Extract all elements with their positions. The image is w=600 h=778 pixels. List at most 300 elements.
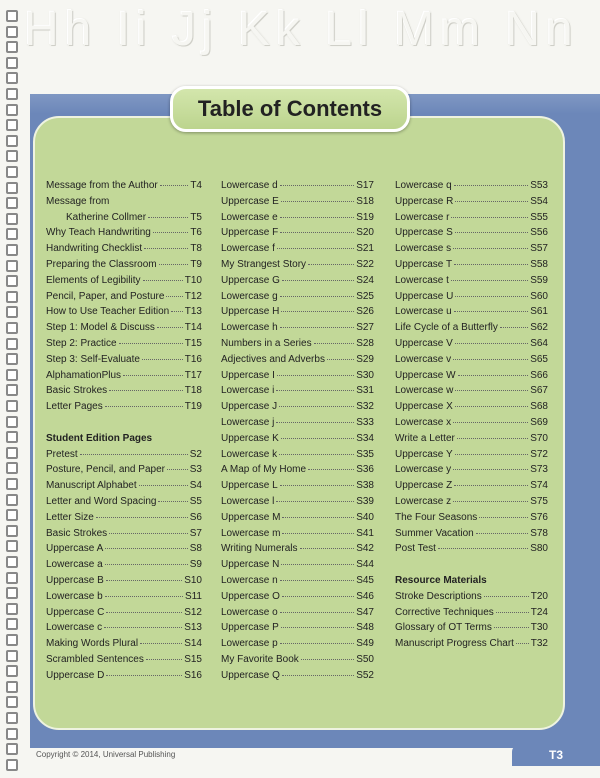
dot-leader — [279, 406, 354, 407]
dot-leader — [496, 612, 529, 613]
toc-entry-page: S10 — [184, 574, 202, 586]
toc-entry-page: S64 — [530, 337, 548, 349]
toc-entry — [395, 510, 548, 526]
toc-entry — [221, 462, 374, 478]
dot-leader — [160, 185, 189, 186]
toc-entry-title: Posture, Pencil, and Paper — [46, 464, 165, 476]
page-number-tab — [512, 744, 600, 766]
toc-entry-title: Letter Size — [46, 511, 94, 523]
dot-leader — [277, 248, 354, 249]
spiral-ring — [6, 431, 18, 443]
toc-entry-title: Step 2: Practice — [46, 337, 117, 349]
dot-leader — [327, 359, 354, 360]
toc-entry-page: S48 — [356, 622, 374, 634]
toc-entry — [395, 304, 548, 320]
toc-entry — [221, 494, 374, 510]
toc-entry — [46, 225, 202, 241]
spiral-binding — [0, 0, 30, 778]
toc-entry-title: Basic Strokes — [46, 527, 108, 539]
toc-entry-title: Lowercase t — [395, 274, 449, 286]
toc-entry-page: T30 — [530, 622, 548, 634]
toc-entry-page: T4 — [190, 180, 202, 191]
dot-leader — [454, 185, 529, 186]
toc-entry-title: Write a Letter — [395, 432, 455, 444]
toc-entry — [395, 636, 548, 652]
toc-entry — [395, 178, 548, 194]
dot-leader — [308, 264, 354, 265]
toc-entry-page: T6 — [190, 227, 202, 239]
toc-entry — [221, 304, 374, 320]
spiral-ring — [6, 150, 18, 162]
toc-entry-title: Lowercase u — [395, 306, 452, 318]
dot-leader — [476, 533, 528, 534]
toc-entry-page: S47 — [356, 606, 374, 618]
dot-leader — [281, 627, 354, 628]
toc-entry — [221, 431, 374, 447]
toc-entry-page: S17 — [356, 180, 374, 191]
dot-leader — [106, 612, 182, 613]
toc-entry-page: T16 — [184, 353, 202, 365]
toc-entry — [395, 620, 548, 636]
toc-entry-title: Uppercase X — [395, 401, 453, 413]
toc-entry — [46, 510, 202, 526]
spiral-ring — [6, 728, 18, 740]
toc-entry-page: S49 — [356, 638, 374, 650]
toc-entry-title: Lowercase z — [395, 495, 452, 507]
toc-entry — [395, 289, 548, 305]
toc-entry-page: S12 — [184, 606, 202, 618]
dot-leader — [453, 359, 528, 360]
toc-entry-title: Uppercase W — [395, 369, 456, 381]
toc-entry-page: T17 — [184, 369, 202, 381]
toc-entry-title: Lowercase m — [221, 527, 281, 539]
toc-entry-page: S54 — [530, 195, 548, 207]
section-heading: Resource Materials — [395, 574, 487, 586]
toc-entry-page: S30 — [356, 369, 374, 381]
dot-leader — [153, 232, 188, 233]
toc-entry-title: Lowercase f — [221, 243, 275, 255]
toc-entry-page: S72 — [530, 448, 548, 460]
toc-entry-page: S6 — [189, 511, 202, 523]
toc-entry-title: Lowercase d — [221, 180, 278, 191]
toc-entry-title: Lowercase j — [221, 416, 275, 428]
dot-leader — [281, 311, 354, 312]
toc-entry — [221, 257, 374, 273]
toc-entry — [395, 541, 548, 557]
dot-leader — [123, 375, 183, 376]
toc-entry — [46, 526, 202, 542]
toc-entry-page: T15 — [184, 337, 202, 349]
dot-leader — [455, 390, 528, 391]
dot-leader — [282, 675, 354, 676]
toc-entry-title: Lowercase y — [395, 464, 452, 476]
toc-entry-page: S19 — [356, 211, 374, 223]
toc-entry — [395, 383, 548, 399]
toc-column-3 — [395, 178, 548, 652]
toc-entry-page: S32 — [356, 401, 374, 413]
spiral-ring — [6, 166, 18, 178]
toc-entry — [46, 352, 202, 368]
dot-leader — [80, 454, 188, 455]
toc-entry-page: S38 — [356, 480, 374, 492]
spiral-ring — [6, 462, 18, 474]
toc-entry — [221, 194, 374, 210]
toc-entry-title: Lowercase q — [395, 180, 452, 191]
toc-entry — [46, 620, 202, 636]
toc-entry-page: T19 — [184, 401, 202, 413]
dot-leader — [455, 296, 528, 297]
dot-leader — [144, 248, 188, 249]
dot-leader — [453, 248, 528, 249]
toc-entry-title: Message from — [46, 195, 110, 207]
toc-entry-title: Uppercase V — [395, 337, 453, 349]
toc-entry-title: Summer Vacation — [395, 527, 474, 539]
toc-entry-title: Uppercase U — [395, 290, 454, 302]
toc-entry-title: Uppercase Y — [395, 448, 453, 460]
toc-entry — [221, 573, 374, 589]
spiral-ring — [6, 182, 18, 194]
toc-entry-title: Manuscript Alphabet — [46, 480, 137, 492]
toc-entry — [221, 605, 374, 621]
toc-entry-page: S42 — [356, 543, 374, 555]
toc-entry-title: Uppercase R — [395, 195, 454, 207]
toc-entry-page: S8 — [189, 543, 202, 555]
toc-entry — [221, 557, 374, 573]
toc-entry-title: Uppercase A — [46, 543, 104, 555]
toc-entry-title: How to Use Teacher Edition — [46, 306, 170, 318]
toc-entry-page: S66 — [530, 369, 548, 381]
toc-entry-title: Step 1: Model & Discuss — [46, 322, 155, 334]
spiral-ring — [6, 618, 18, 630]
dot-leader — [455, 201, 528, 202]
toc-entry-page: S31 — [356, 385, 374, 397]
toc-entry — [221, 320, 374, 336]
toc-entry-page: T20 — [530, 590, 548, 602]
toc-entry-page: S33 — [356, 416, 374, 428]
dot-leader — [457, 438, 528, 439]
toc-entry-title: Uppercase T — [395, 258, 453, 270]
dot-leader — [96, 517, 188, 518]
spiral-ring — [6, 712, 18, 724]
toc-entry — [46, 589, 202, 605]
spiral-ring — [6, 260, 18, 272]
toc-entry — [395, 257, 548, 273]
toc-entry-title: Making Words Plural — [46, 638, 139, 650]
toc-entry — [46, 273, 202, 289]
spiral-ring — [6, 509, 18, 521]
dot-leader — [148, 217, 188, 218]
toc-entry-page: S13 — [184, 622, 202, 634]
dot-leader — [280, 612, 355, 613]
toc-entry — [46, 320, 202, 336]
toc-entry — [395, 462, 548, 478]
toc-entry-page: S25 — [356, 290, 374, 302]
toc-entry — [395, 415, 548, 431]
copyright-notice: Copyright © 2014, Universal Publishing — [36, 750, 176, 759]
toc-entry-page: S36 — [356, 464, 374, 476]
dot-leader — [300, 548, 355, 549]
toc-entry-title: Lowercase g — [221, 290, 278, 302]
toc-entry-page: T24 — [530, 606, 548, 618]
toc-entry-page: S18 — [356, 195, 374, 207]
dot-leader — [453, 422, 528, 423]
dot-leader — [167, 469, 188, 470]
toc-entry-title: AlphamationPlus — [46, 369, 122, 381]
toc-entry — [221, 510, 374, 526]
dot-leader — [458, 375, 529, 376]
toc-entry-title: Letter Pages — [46, 401, 103, 413]
spiral-ring — [6, 400, 18, 412]
toc-entry — [395, 431, 548, 447]
toc-entry-page: S57 — [530, 243, 548, 255]
toc-entry — [395, 241, 548, 257]
toc-entry — [221, 273, 374, 289]
toc-entry-page: S78 — [530, 527, 548, 539]
toc-entry-title: Step 3: Self-Evaluate — [46, 353, 140, 365]
spiral-ring — [6, 603, 18, 615]
toc-entry-title: Lowercase n — [221, 574, 278, 586]
toc-entry-page: T10 — [184, 274, 202, 286]
toc-entry — [395, 210, 548, 226]
toc-entry-page: S61 — [530, 306, 548, 318]
toc-entry-page: S26 — [356, 306, 374, 318]
toc-entry-title: Manuscript Progress Chart — [395, 638, 514, 650]
toc-entry-title: Adjectives and Adverbs — [221, 353, 325, 365]
toc-entry-page: S14 — [184, 638, 202, 650]
toc-entry-title: Glossary of OT Terms — [395, 622, 492, 634]
toc-entry-title: Writing Numerals — [221, 543, 298, 555]
toc-entry-title: Lowercase v — [395, 353, 452, 365]
toc-entry — [395, 336, 548, 352]
dot-leader — [105, 548, 188, 549]
toc-entry — [46, 652, 202, 668]
toc-entry-title: Uppercase Z — [395, 480, 453, 492]
page-number: T3 — [548, 748, 563, 762]
spiral-ring — [6, 228, 18, 240]
toc-entry-page: S68 — [530, 401, 548, 413]
spiral-ring — [6, 416, 18, 428]
toc-entry-title: Lowercase i — [221, 385, 275, 397]
toc-entry-title: My Favorite Book — [221, 653, 299, 665]
toc-entry-page: S60 — [530, 290, 548, 302]
dot-leader — [146, 659, 182, 660]
dot-leader — [516, 643, 529, 644]
dot-leader — [157, 327, 183, 328]
spiral-ring — [6, 556, 18, 568]
toc-entry-title: Uppercase E — [221, 195, 279, 207]
toc-entry-title: Life Cycle of a Butterfly — [395, 322, 498, 334]
spiral-ring — [6, 650, 18, 662]
spiral-ring — [6, 119, 18, 131]
dot-leader — [451, 280, 528, 281]
dot-leader — [438, 548, 528, 549]
toc-entry-page: S41 — [356, 527, 374, 539]
spiral-ring — [6, 759, 18, 771]
dot-leader — [479, 517, 528, 518]
section-spacer — [46, 415, 202, 431]
toc-entry-title: Lowercase s — [395, 243, 452, 255]
spiral-ring — [6, 291, 18, 303]
spiral-ring — [6, 696, 18, 708]
toc-entry-title: Uppercase P — [221, 622, 279, 634]
toc-entry-title: Uppercase K — [221, 432, 279, 444]
toc-entry — [46, 636, 202, 652]
dot-leader — [109, 533, 188, 534]
toc-entry-title: Message from the Author — [46, 180, 158, 191]
toc-entry-page: S21 — [356, 243, 374, 255]
spiral-ring — [6, 57, 18, 69]
dot-leader — [281, 564, 354, 565]
dot-leader — [484, 596, 529, 597]
toc-entry-page: S9 — [189, 559, 202, 571]
toc-entry-title: Lowercase x — [395, 416, 452, 428]
toc-entry-title: Lowercase l — [221, 495, 275, 507]
dot-leader — [106, 580, 182, 581]
toc-entry-title: Scrambled Sentences — [46, 653, 144, 665]
dot-leader — [280, 217, 355, 218]
toc-entry-page: S24 — [356, 274, 374, 286]
dot-leader — [281, 438, 354, 439]
toc-entry-page: T13 — [184, 306, 202, 318]
dot-leader — [105, 406, 183, 407]
toc-entry-page: S59 — [530, 274, 548, 286]
toc-entry-page: S45 — [356, 574, 374, 586]
toc-entry — [46, 541, 202, 557]
spiral-ring — [6, 587, 18, 599]
dot-leader — [454, 485, 528, 486]
toc-entry-page: S53 — [530, 180, 548, 191]
dot-leader — [104, 627, 182, 628]
toc-entry-title: Elements of Legibility — [46, 274, 141, 286]
toc-entry-page: S44 — [356, 559, 374, 571]
toc-entry-page: T8 — [190, 243, 202, 255]
toc-entry — [46, 194, 202, 210]
dot-leader — [455, 343, 528, 344]
toc-entry-title: Uppercase D — [46, 669, 105, 681]
toc-entry-page: S62 — [530, 322, 548, 334]
toc-entry-page: S80 — [530, 543, 548, 555]
toc-entry-page: S34 — [356, 432, 374, 444]
dot-leader — [280, 327, 355, 328]
toc-entry — [395, 352, 548, 368]
toc-entry-title: The Four Seasons — [395, 511, 478, 523]
toc-entry-title: Lowercase e — [221, 211, 278, 223]
toc-entry — [46, 478, 202, 494]
dot-leader — [455, 454, 529, 455]
dot-leader — [119, 343, 183, 344]
toc-entry — [46, 241, 202, 257]
toc-entry-page: S67 — [530, 385, 548, 397]
spiral-ring — [6, 384, 18, 396]
toc-entry-title: Letter and Word Spacing — [46, 495, 157, 507]
alphabet-trace-banner: Hh Ii Jj Kk Ll Mm Nn — [24, 3, 579, 56]
toc-entry-title: Preparing the Classroom — [46, 258, 157, 270]
dot-leader — [453, 469, 528, 470]
spiral-ring — [6, 213, 18, 225]
toc-entry — [46, 462, 202, 478]
toc-entry-page: S40 — [356, 511, 374, 523]
toc-entry-page: S69 — [530, 416, 548, 428]
dot-leader — [314, 343, 355, 344]
toc-entry — [221, 636, 374, 652]
toc-entry-page: S65 — [530, 353, 548, 365]
dot-leader — [494, 627, 529, 628]
toc-entry-title: Lowercase p — [221, 638, 278, 650]
spiral-ring — [6, 369, 18, 381]
toc-entry-title: Stroke Descriptions — [395, 590, 482, 602]
toc-entry — [395, 478, 548, 494]
toc-entry — [221, 415, 374, 431]
dot-leader — [105, 564, 188, 565]
toc-entry-page: S70 — [530, 432, 548, 444]
toc-entry-page: S11 — [184, 590, 202, 602]
toc-column-2 — [221, 178, 374, 684]
spiral-ring — [6, 478, 18, 490]
spiral-ring — [6, 197, 18, 209]
dot-leader — [105, 596, 183, 597]
dot-leader — [280, 580, 355, 581]
page-title: Table of Contents — [170, 86, 410, 132]
toc-entry-title: Uppercase Q — [221, 669, 280, 681]
toc-entry-title: Lowercase r — [395, 211, 450, 223]
toc-entry-page: T18 — [184, 385, 202, 397]
dot-leader — [454, 311, 529, 312]
toc-entry — [395, 368, 548, 384]
toc-entry-title: A Map of My Home — [221, 464, 307, 476]
toc-entry-page: S73 — [530, 464, 548, 476]
toc-entry-page: S27 — [356, 322, 374, 334]
toc-entry-page: S35 — [356, 448, 374, 460]
toc-entry — [395, 605, 548, 621]
toc-entry — [221, 541, 374, 557]
toc-entry — [221, 526, 374, 542]
dot-leader — [276, 501, 354, 502]
spiral-ring — [6, 244, 18, 256]
toc-entry — [221, 210, 374, 226]
toc-entry-title: Uppercase L — [221, 480, 278, 492]
dot-leader — [282, 280, 354, 281]
toc-entry-title: Uppercase J — [221, 401, 278, 413]
toc-entry-title: Lowercase c — [46, 622, 103, 634]
toc-entry-page: S29 — [356, 353, 374, 365]
toc-entry — [221, 241, 374, 257]
toc-entry — [46, 368, 202, 384]
spiral-ring — [6, 743, 18, 755]
toc-entry — [46, 605, 202, 621]
toc-entry — [395, 399, 548, 415]
spiral-ring — [6, 88, 18, 100]
dot-leader — [451, 217, 528, 218]
toc-entry-title: Uppercase H — [221, 306, 280, 318]
toc-entry-title: Uppercase O — [221, 590, 280, 602]
toc-entry-title: Katherine Collmer — [66, 211, 147, 223]
section-spacer — [395, 557, 548, 573]
dot-leader — [171, 311, 183, 312]
spiral-ring — [6, 338, 18, 350]
spiral-ring — [6, 525, 18, 537]
spiral-ring — [6, 322, 18, 334]
toc-entry-page: S15 — [184, 653, 202, 665]
toc-entry-page: T32 — [530, 638, 548, 650]
toc-entry-page: S55 — [530, 211, 548, 223]
dot-leader — [158, 501, 187, 502]
dot-leader — [308, 469, 354, 470]
spiral-ring — [6, 447, 18, 459]
toc-entry — [46, 494, 202, 510]
dot-leader — [279, 454, 354, 455]
toc-entry — [46, 447, 202, 463]
toc-entry-title: Pretest — [46, 448, 78, 460]
